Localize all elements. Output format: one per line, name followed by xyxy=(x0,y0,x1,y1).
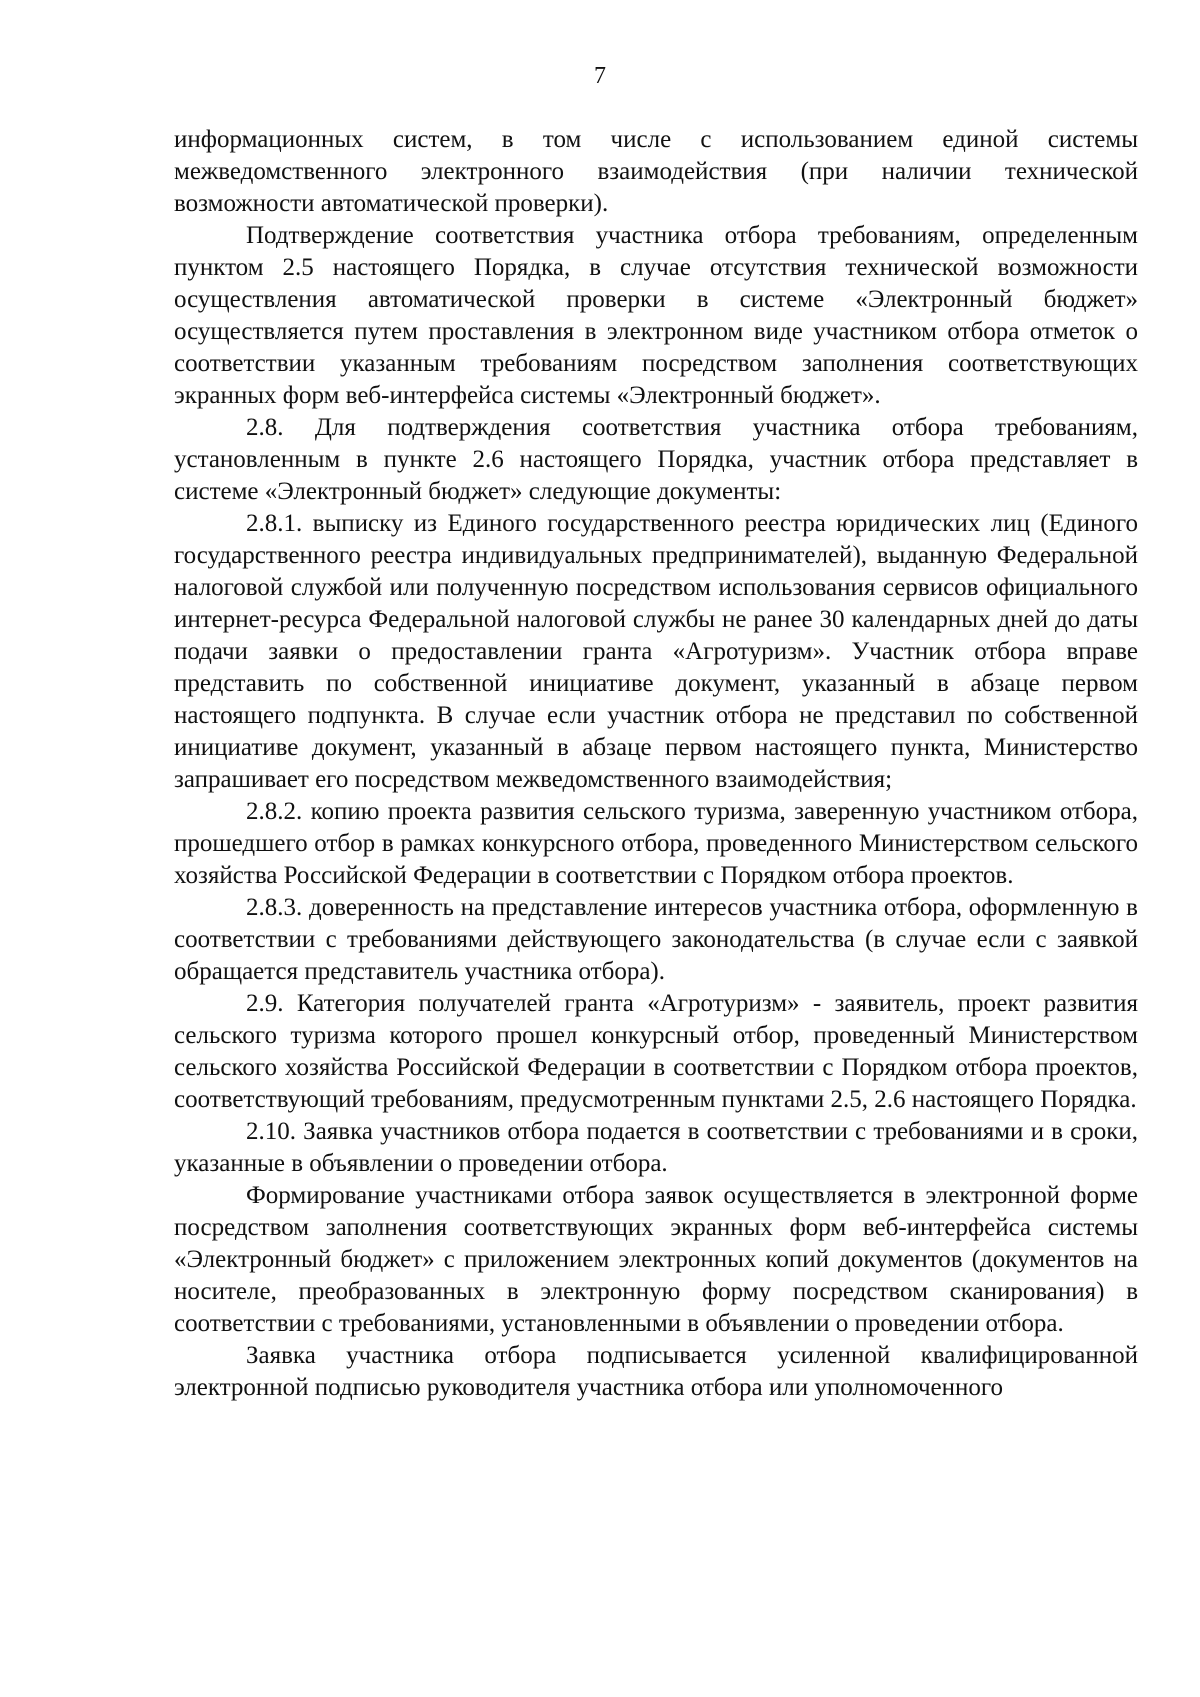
paragraph-2-8-2: 2.8.2. копию проекта развития сельского туризма, заверенную участником отбора, прошедшего отбор в рамках конкурсного отбора, проведенного Министерством сельского хозяйства Российской Федерации в соответствии с Порядком отбора проектов. xyxy=(174,798,1138,889)
document-body xyxy=(174,124,1138,1404)
paragraph-2-8-1: 2.8.1. выписку из Единого государственного реестра юридических лиц (Единого государственного реестра индивидуальных предпринимателей), выданную Федеральной налоговой службой или полученную посредством использования сервисов официального интернет-ресурса Федеральной налоговой службы не ранее 30 календарных дней до даты подачи заявки о предоставлении гранта «Агротуризм». Участник отбора вправе представить по собственной инициативе документ, указанный в абзаце первом настоящего подпункта. В случае если участник отбора не представил по собственной инициативе документ, указанный в абзаце первом настоящего пункта, Министерство запрашивает его посредством межведомственного взаимодействия; xyxy=(174,510,1138,793)
paragraph-2-8-3: 2.8.3. доверенность на представление интересов участника отбора, оформленную в соответствии с требованиями действующего законодательства (в случае если с заявкой обращается представитель участника отбора). xyxy=(174,894,1138,985)
paragraph-application-forming: Формирование участниками отбора заявок осуществляется в электронной форме посредством заполнения соответствующих экранных форм веб-интерфейса системы «Электронный бюджет» с приложением электронных копий документов (документов на носителе, преобразованных в электронную форму посредством сканирования) в соответствии с требованиями, установленными в объявлении о проведении отбора. xyxy=(174,1182,1138,1337)
paragraph-2-9: 2.9. Категория получателей гранта «Агротуризм» - заявитель, проект развития сельского туризма которого прошел конкурсный отбор, проведенный Министерством сельского хозяйства Российской Федерации в соответствии с Порядком отбора проектов, соответствующий требованиям, предусмотренным пунктами 2.5, 2.6 настоящего Порядка. xyxy=(174,990,1138,1113)
paragraph-application-signing: Заявка участника отбора подписывается усиленной квалифицированной электронной подписью руководителя участника отбора или уполномоченного xyxy=(174,1342,1138,1401)
paragraph-2-8: 2.8. Для подтверждения соответствия участника отбора требованиям, установленным в пункте 2.6 настоящего Порядка, участник отбора представляет в системе «Электронный бюджет» следующие документы: xyxy=(174,414,1138,505)
paragraph-confirmation-2-5: Подтверждение соответствия участника отбора требованиям, определенным пунктом 2.5 настоящего Порядка, в случае отсутствия технической возможности осуществления автоматической проверки в системе «Электронный бюджет» осуществляется путем проставления в электронном виде участником отбора отметок о соответствии указанным требованиям посредством заполнения соответствующих экранных форм веб-интерфейса системы «Электронный бюджет». xyxy=(174,222,1138,409)
paragraph-2-10: 2.10. Заявка участников отбора подается в соответствии с требованиями и в сроки, указанные в объявлении о проведении отбора. xyxy=(174,1118,1138,1177)
paragraph-continuation: информационных систем, в том числе с использованием единой системы межведомственного электронного взаимодействия (при наличии технической возможности автоматической проверки). xyxy=(174,126,1138,217)
page-number: 7 xyxy=(594,63,606,89)
